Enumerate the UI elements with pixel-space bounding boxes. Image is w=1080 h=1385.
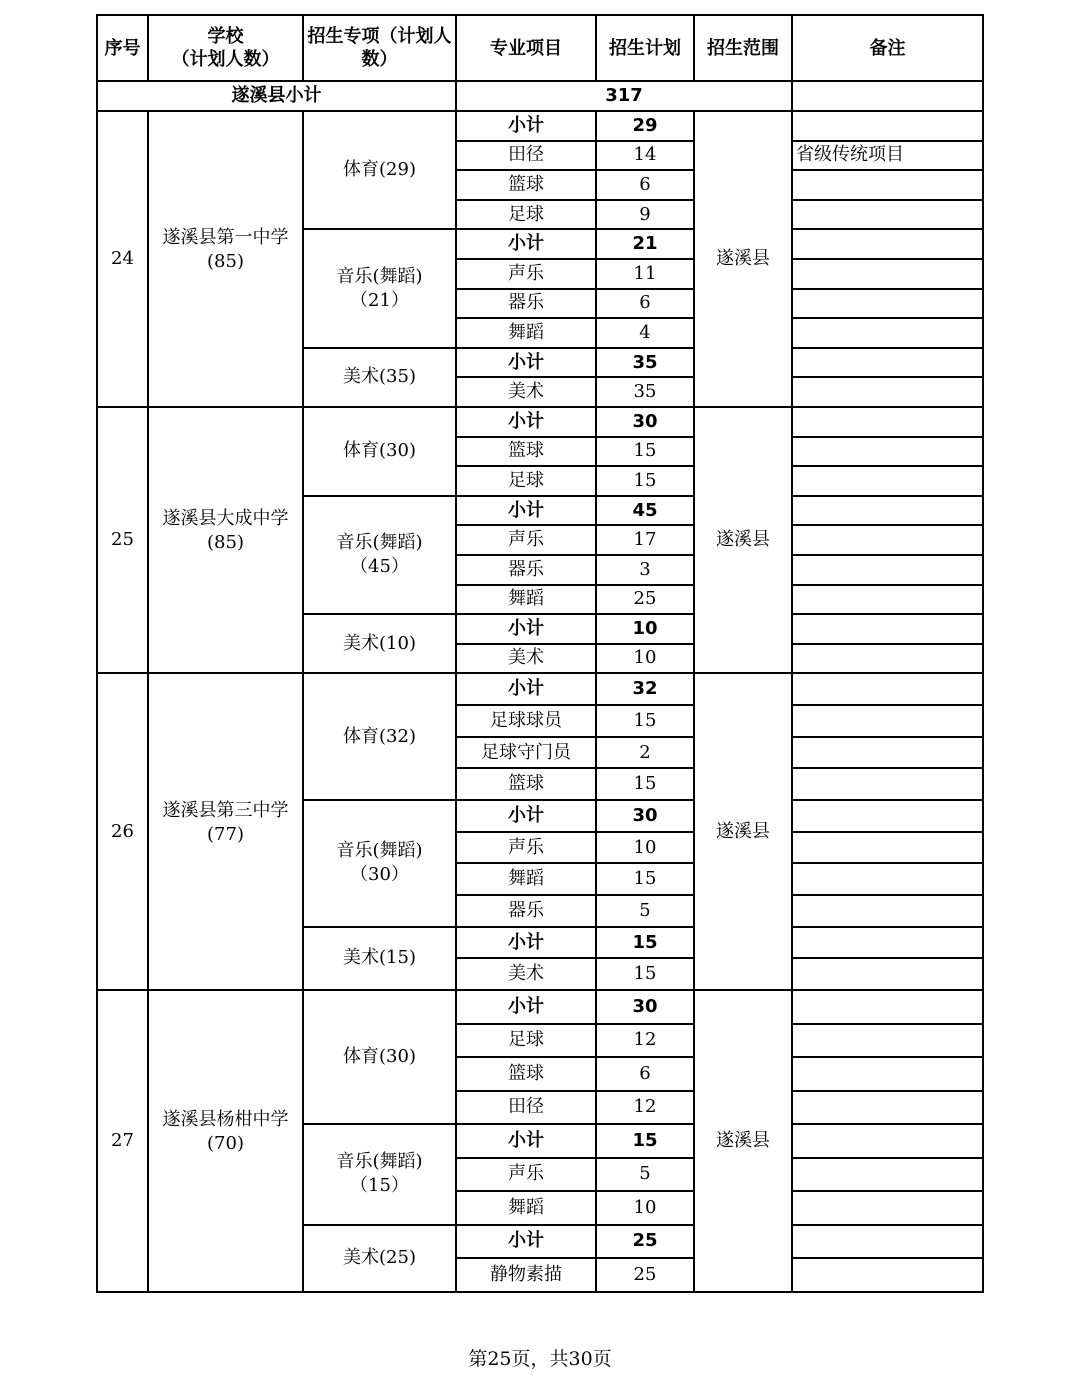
enroll-scope: 遂溪县 [694,407,792,673]
special-group-label: 体育(29) [343,159,416,181]
note-cell [792,1124,983,1158]
plan-count: 6 [596,1057,694,1091]
plan-count: 15 [596,466,694,496]
plan-count: 10 [596,614,694,644]
special-group-cell [303,111,456,229]
school-name-cell [148,673,303,990]
special-group-label: 美术(35) [343,366,416,388]
plan-count: 15 [596,1124,694,1158]
plan-count: 32 [596,673,694,705]
plan-count: 9 [596,200,694,230]
note-cell [792,1258,983,1292]
school-name: 遂溪县第三中学 [162,799,289,821]
plan-count: 12 [596,1024,694,1058]
school-name-cell [148,111,303,407]
special-group-cell [303,1124,456,1225]
note-cell [792,377,983,407]
note-cell [792,614,983,644]
major-item: 声乐 [456,832,596,864]
note-cell [792,990,983,1024]
page-footer: 第25页，共30页 [468,1348,612,1370]
enroll-scope: 遂溪县 [694,990,792,1292]
major-item: 小计 [456,673,596,705]
special-group-count: （21） [350,289,409,311]
major-item: 舞蹈 [456,1191,596,1225]
plan-count: 30 [596,990,694,1024]
plan-count: 10 [596,832,694,864]
major-item: 小计 [456,990,596,1024]
major-item: 舞蹈 [456,863,596,895]
note-cell [792,1158,983,1192]
table-row [97,990,983,1024]
school-name: 遂溪县大成中学 [162,508,289,530]
plan-count: 2 [596,737,694,769]
plan-count: 17 [596,525,694,555]
plan-count: 6 [596,170,694,200]
county-subtotal-label: 遂溪县小计 [97,81,456,111]
note-cell [792,927,983,959]
header-row [97,15,983,81]
county-subtotal-row [97,81,983,111]
note-cell [792,1057,983,1091]
major-item: 小计 [456,348,596,378]
note-cell [792,673,983,705]
major-item: 小计 [456,229,596,259]
plan-count: 11 [596,259,694,289]
major-item: 器乐 [456,555,596,585]
note-cell [792,895,983,927]
note-cell [792,1191,983,1225]
major-item: 小计 [456,614,596,644]
header-seq: 序号 [97,15,148,81]
table-row [97,407,983,437]
special-group-count: （15） [350,1175,409,1197]
table-row [97,673,983,705]
note-cell [792,170,983,200]
note-cell [792,644,983,674]
note-cell [792,111,983,141]
note-cell [792,1091,983,1125]
plan-count: 5 [596,1158,694,1192]
note-cell [792,863,983,895]
header-school-line1: 学校 [207,26,244,47]
major-item: 小计 [456,496,596,526]
major-item: 小计 [456,1124,596,1158]
note-cell [792,737,983,769]
school-plan-count: (77) [207,823,244,845]
note-cell [792,496,983,526]
plan-count: 45 [596,496,694,526]
school-name: 遂溪县杨柑中学 [162,1108,289,1130]
header-note: 备注 [792,15,983,81]
note-cell [792,466,983,496]
major-item: 器乐 [456,289,596,319]
note-cell [792,958,983,990]
special-group-label: 音乐(舞蹈) [336,840,423,862]
special-group-cell [303,496,456,614]
header-special: 招生专项（计划人数） [303,15,456,81]
plan-count: 14 [596,141,694,171]
major-item: 静物素描 [456,1258,596,1292]
major-item: 美术 [456,377,596,407]
note-cell [792,1225,983,1259]
note-cell [792,832,983,864]
major-item: 小计 [456,800,596,832]
note-cell [792,318,983,348]
enrollment-plan-table [96,14,984,1293]
special-group-cell [303,229,456,347]
special-group-cell [303,614,456,673]
special-group-label: 体育(32) [343,725,416,747]
major-item: 足球 [456,1024,596,1058]
special-group-label: 体育(30) [343,440,416,462]
school-plan-count: (70) [207,1132,244,1154]
major-item: 声乐 [456,1158,596,1192]
plan-count: 29 [596,111,694,141]
major-item: 田径 [456,1091,596,1125]
plan-count: 15 [596,768,694,800]
special-group-count: （45） [350,555,409,577]
school-seq: 26 [97,673,148,990]
plan-count: 15 [596,705,694,737]
school-seq: 25 [97,407,148,673]
plan-count: 15 [596,437,694,467]
special-group-cell [303,1225,456,1292]
plan-count: 25 [596,1225,694,1259]
special-group-cell [303,800,456,927]
note-cell [792,1024,983,1058]
special-group-cell [303,673,456,800]
header-plan: 招生计划 [596,15,694,81]
table-row [97,111,983,141]
major-item: 小计 [456,111,596,141]
plan-count: 30 [596,407,694,437]
special-group-cell [303,348,456,407]
major-item: 舞蹈 [456,585,596,615]
county-subtotal-value: 317 [456,81,792,111]
plan-count: 6 [596,289,694,319]
note-cell [792,800,983,832]
note-cell [792,705,983,737]
plan-count: 15 [596,863,694,895]
major-item: 篮球 [456,768,596,800]
major-item: 声乐 [456,259,596,289]
major-item: 舞蹈 [456,318,596,348]
major-item: 足球守门员 [456,737,596,769]
plan-count: 30 [596,800,694,832]
note-cell [792,200,983,230]
major-item: 小计 [456,407,596,437]
plan-count: 12 [596,1091,694,1125]
major-item: 篮球 [456,437,596,467]
plan-count: 3 [596,555,694,585]
plan-count: 10 [596,644,694,674]
special-group-label: 美术(15) [343,947,416,969]
special-group-label: 音乐(舞蹈) [336,265,423,287]
special-group-label: 美术(10) [343,632,416,654]
note-cell [792,768,983,800]
special-group-count: （30） [350,864,409,886]
plan-count: 35 [596,377,694,407]
special-group-label: 音乐(舞蹈) [336,531,423,553]
special-group-cell [303,927,456,990]
note-cell: 省级传统项目 [792,141,983,171]
plan-count: 5 [596,895,694,927]
header-scope: 招生范围 [694,15,792,81]
note-cell [792,437,983,467]
enroll-scope: 遂溪县 [694,111,792,407]
note-cell [792,289,983,319]
school-plan-count: (85) [207,532,244,554]
major-item: 田径 [456,141,596,171]
header-major: 专业项目 [456,15,596,81]
header-school-line2: （计划人数） [171,49,280,70]
major-item: 足球球员 [456,705,596,737]
county-subtotal-note [792,81,983,111]
school-plan-count: (85) [207,250,244,272]
plan-count: 10 [596,1191,694,1225]
major-item: 美术 [456,644,596,674]
plan-count: 21 [596,229,694,259]
note-cell [792,407,983,437]
major-item: 器乐 [456,895,596,927]
school-name: 遂溪县第一中学 [162,226,289,248]
plan-count: 15 [596,927,694,959]
plan-count: 35 [596,348,694,378]
major-item: 篮球 [456,170,596,200]
school-name-cell [148,407,303,673]
header-school [148,15,303,81]
plan-count: 15 [596,958,694,990]
note-cell [792,259,983,289]
special-group-label: 音乐(舞蹈) [336,1151,423,1173]
major-item: 美术 [456,958,596,990]
major-item: 声乐 [456,525,596,555]
plan-count: 4 [596,318,694,348]
special-group-cell [303,407,456,496]
plan-count: 25 [596,585,694,615]
school-seq: 24 [97,111,148,407]
note-cell [792,585,983,615]
note-cell [792,348,983,378]
school-seq: 27 [97,990,148,1292]
major-item: 小计 [456,927,596,959]
special-group-label: 美术(25) [343,1247,416,1269]
note-cell [792,229,983,259]
enroll-scope: 遂溪县 [694,673,792,990]
major-item: 足球 [456,466,596,496]
major-item: 小计 [456,1225,596,1259]
special-group-cell [303,990,456,1124]
school-name-cell [148,990,303,1292]
plan-count: 25 [596,1258,694,1292]
major-item: 篮球 [456,1057,596,1091]
special-group-label: 体育(30) [343,1046,416,1068]
major-item: 足球 [456,200,596,230]
note-cell [792,555,983,585]
note-cell [792,525,983,555]
